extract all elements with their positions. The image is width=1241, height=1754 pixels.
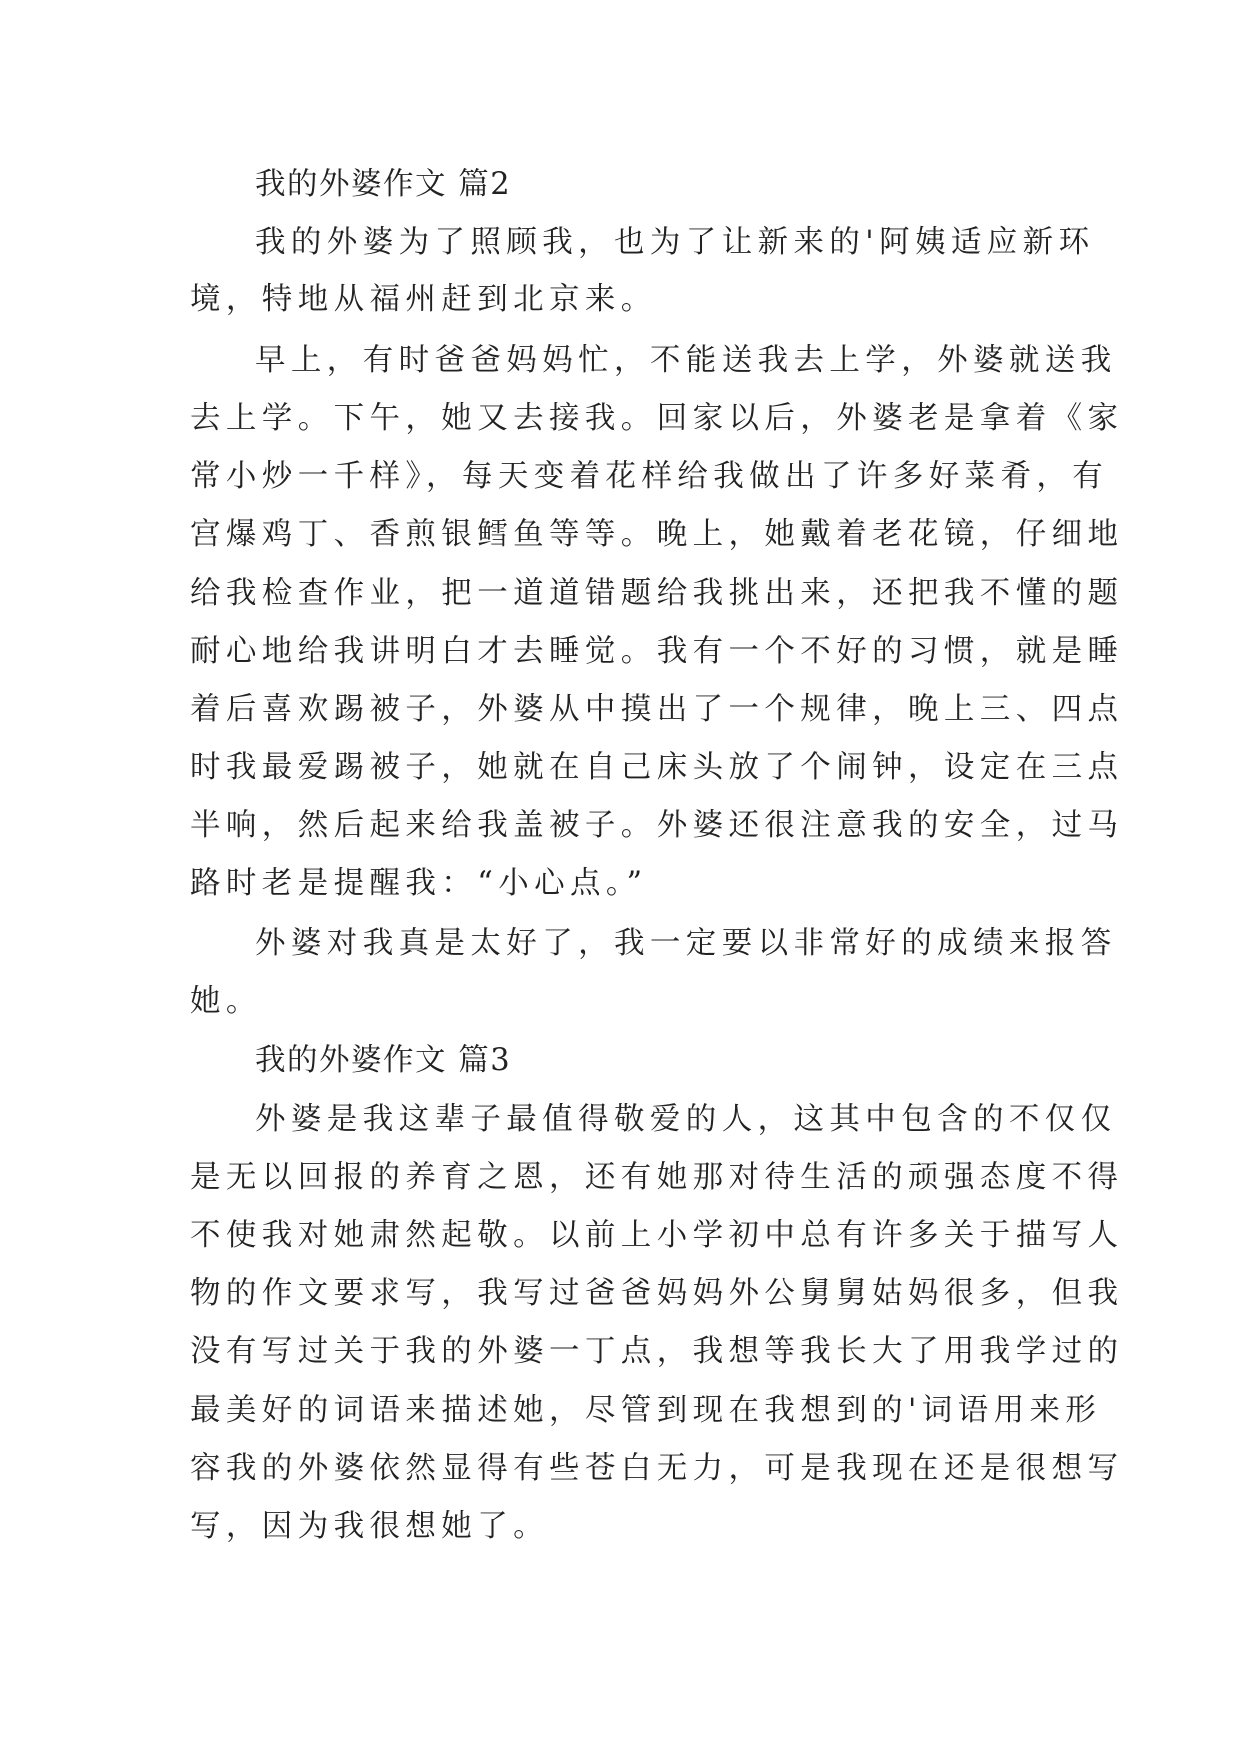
paragraph-line: 她。: [190, 984, 262, 1019]
paragraph-line: 写，因为我很想她了。: [190, 1509, 549, 1544]
paragraph-line: 境，特地从福州赶到北京来。: [190, 282, 657, 317]
paragraph-line: 没有写过关于我的外婆一丁点，我想等我长大了用我学过的: [190, 1334, 1124, 1369]
paragraph-line: 路时老是提醒我：“小心点。”: [190, 866, 648, 901]
paragraph-line: 是无以回报的养育之恩，还有她那对待生活的顽强态度不得: [190, 1160, 1124, 1195]
paragraph-line: 宫爆鸡丁、香煎银鳕鱼等等。晚上，她戴着老花镜，仔细地: [190, 517, 1124, 552]
essay-heading-part-2: 我的外婆作文 篇2: [255, 167, 512, 202]
paragraph-line: 外婆对我真是太好了，我一定要以非常好的成绩来报答: [255, 926, 1117, 961]
paragraph-line: 外婆是我这辈子最值得敬爱的人，这其中包含的不仅仅: [255, 1102, 1117, 1137]
paragraph-line: 时我最爱踢被子，她就在自己床头放了个闹钟，设定在三点: [190, 750, 1124, 785]
paragraph-line: 最美好的词语来描述她，尽管到现在我想到的'词语用来形: [190, 1393, 1102, 1428]
paragraph-line: 着后喜欢踢被子，外婆从中摸出了一个规律，晚上三、四点: [190, 692, 1124, 727]
paragraph-line: 半响，然后起来给我盖被子。外婆还很注意我的安全，过马: [190, 808, 1124, 843]
essay-heading-part-3: 我的外婆作文 篇3: [255, 1043, 512, 1078]
paragraph-line: 容我的外婆依然显得有些苍白无力，可是我现在还是很想写: [190, 1451, 1124, 1486]
paragraph-line: 不使我对她肃然起敬。以前上小学初中总有许多关于描写人: [190, 1218, 1124, 1253]
paragraph-line: 给我检查作业，把一道道错题给我挑出来，还把我不懂的题: [190, 576, 1124, 611]
paragraph-line: 去上学。下午，她又去接我。回家以后，外婆老是拿着《家: [190, 401, 1124, 436]
paragraph-line: 我的外婆为了照顾我，也为了让新来的'阿姨适应新环: [255, 225, 1095, 260]
paragraph-line: 物的作文要求写，我写过爸爸妈妈外公舅舅姑妈很多，但我: [190, 1276, 1124, 1311]
paragraph-line: 常小炒一千样》，每天变着花样给我做出了许多好菜肴，有: [190, 459, 1109, 494]
paragraph-line: 早上，有时爸爸妈妈忙，不能送我去上学，外婆就送我: [255, 343, 1117, 378]
paragraph-line: 耐心地给我讲明白才去睡觉。我有一个不好的习惯，就是睡: [190, 634, 1124, 669]
